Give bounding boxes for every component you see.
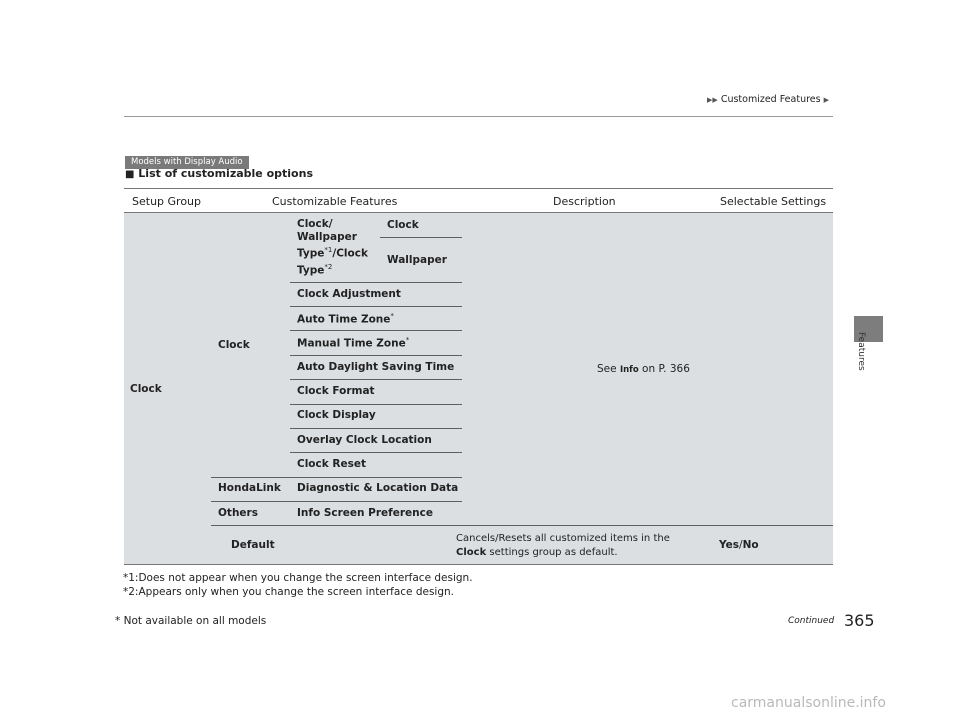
feature-overlay-clock-location: Overlay Clock Location [297,434,432,446]
model-badge: Models with Display Audio [125,156,249,169]
feature-manual-time-zone: Manual Time Zone* [297,336,410,350]
row-divider [290,282,462,283]
feature-info-screen-pref: Info Screen Preference [297,507,433,519]
row-divider [380,237,462,238]
row-divider [290,379,462,380]
column-header-description: Description [553,195,616,208]
row-divider [211,477,462,478]
feature-auto-dst: Auto Daylight Saving Time [297,361,455,373]
subgroup-clock: Clock [218,339,250,351]
section-title-text: List of customizable options [138,167,313,180]
section-title [125,167,313,180]
column-header-setup-group: Setup Group [132,195,202,208]
column-header-features: Customizable Features [272,195,398,208]
triangle-right-icon: ▶ [823,96,829,104]
default-settings: Yes/No [719,539,759,551]
clock-wallpaper-type-group: Clock/ Wallpaper Type$^{*1}$/Clock Type$^{*2}$ [297,218,368,276]
see-info-reference: See Info on P. 366 [597,363,690,375]
column-header-settings: Selectable Settings [720,195,827,208]
footnote-1: *1:Does not appear when you change the screen interface design. [123,572,473,584]
footnote-2: *2:Appears only when you change the screen interface design. [123,586,455,598]
feature-diagnostic-location: Diagnostic & Location Data [297,482,459,494]
default-description: Cancels/Resets all customized items in the Clock settings group as default. [456,533,670,558]
feature-auto-time-zone: Auto Time Zone* [297,312,394,326]
setup-group-clock: Clock [130,383,162,395]
row-divider [290,428,462,429]
row-divider [211,525,833,526]
subgroup-others: Others [218,507,258,519]
feature-clock-display: Clock Display [297,409,376,421]
page-number: 365 [844,611,875,630]
watermark: carmanualsonline.info [731,695,886,711]
feature-clock-adjustment: Clock Adjustment [297,288,401,300]
row-divider [290,452,462,453]
side-label: Features [856,332,866,371]
info-link[interactable]: Info [619,365,639,375]
feature-clock-reset: Clock Reset [297,458,366,470]
row-divider [290,404,462,405]
feature-clock: Clock [387,219,419,231]
subgroup-hondalink: HondaLink [218,482,281,494]
default-label: Default [231,539,275,551]
triangle-right-icon: ▶▶ [707,96,718,104]
row-divider [290,330,462,331]
feature-clock-format: Clock Format [297,385,375,397]
row-divider [290,355,462,356]
table-top-rule [124,188,833,189]
feature-wallpaper: Wallpaper [387,254,447,266]
row-divider [290,306,462,307]
row-divider [211,501,462,502]
continued-label: Continued [788,616,835,626]
square-bullet-icon: ■ [125,169,135,180]
breadcrumb-text: Customized Features [720,94,821,105]
availability-note: * Not available on all models [115,615,267,627]
breadcrumb [707,94,829,105]
top-rule [124,116,833,117]
